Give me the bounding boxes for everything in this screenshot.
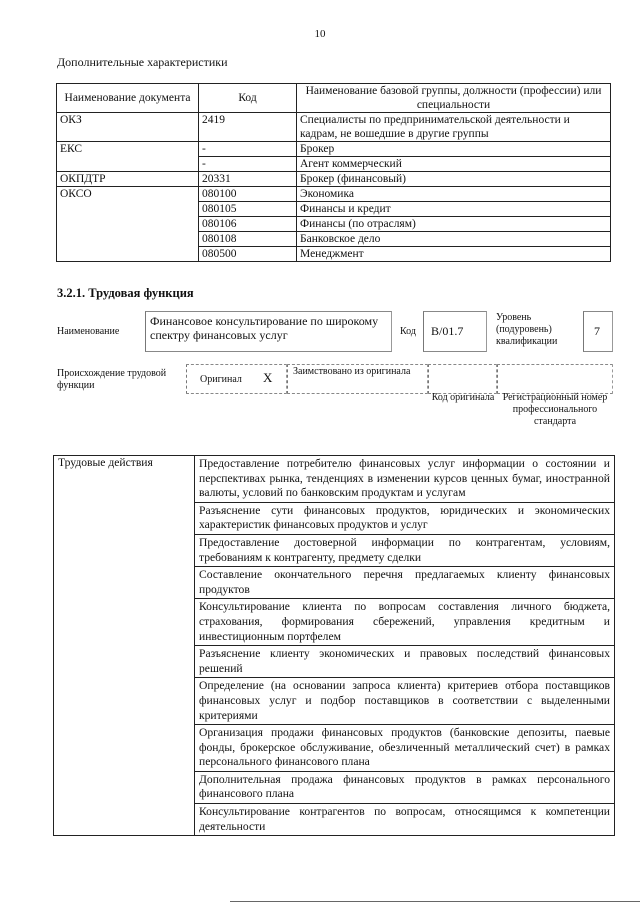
cell-code: 2419 [199, 113, 297, 142]
code-value: B/01.7 [431, 324, 464, 338]
reg-number-box [497, 364, 613, 394]
original-label: Оригинал [200, 374, 242, 385]
labour-function-heading: 3.2.1. Трудовая функция [57, 286, 194, 300]
table-header-row [57, 84, 611, 113]
action-item: Разъяснение сути финансовых продуктов, юридических и экономических характеристик финансовых продуктов и услуг [195, 502, 615, 534]
table-row [57, 172, 611, 187]
level-label: Уровень (подуровень) квалификации [496, 312, 558, 347]
name-label: Наименование [57, 326, 120, 337]
cell-name: Специалисты по предпринимательской деятельности и кадрам, не вошедшие в другие группы [297, 113, 611, 142]
header-code: Код [199, 84, 297, 113]
header-document: Наименование документа [57, 84, 199, 113]
reg-number-label: Регистрационный номер профессионального стандарта [502, 392, 608, 427]
actions-label: Трудовые действия [54, 456, 195, 836]
table-row [57, 142, 611, 157]
action-item: Консультирование контрагентов по вопросам, относящимся к компетенции деятельности [195, 804, 615, 836]
cell-doc: ОКПДТР [57, 172, 199, 187]
cell-code: 080500 [199, 247, 297, 262]
header-name: Наименование базовой группы, должности (профессии) или специальности [297, 84, 611, 113]
action-item: Организация продажи финансовых продуктов (банковские депозиты, паевые фонды, брокерское обслуживание, обезличенный металлический счет) в рамках персонального финансового плана [195, 725, 615, 772]
table-row [57, 113, 611, 142]
action-item: Предоставление достоверной информации по контрагентам, условиям, требованиям к контрагенту, предмету сделки [195, 534, 615, 566]
cell-name: Финансы (по отраслям) [297, 217, 611, 232]
table-row [57, 187, 611, 202]
level-value: 7 [594, 324, 600, 338]
action-item: Составление окончательного перечня предлагаемых клиенту финансовых продуктов [195, 567, 615, 599]
labour-actions-table [53, 455, 615, 836]
origin-label: Происхождение трудовой функции [57, 368, 167, 391]
cell-name: Агент коммерческий [297, 157, 611, 172]
code-label: Код [400, 326, 416, 337]
cell-code: - [199, 157, 297, 172]
action-item: Консультирование клиента по вопросам составления личного бюджета, страхования, формирования сбережений, управления кредитным и инвестиционным портфелем [195, 599, 615, 646]
action-item: Разъяснение клиенту экономических и правовых последствий финансовых решений [195, 646, 615, 678]
cell-name: Экономика [297, 187, 611, 202]
cell-code: 080108 [199, 232, 297, 247]
cell-code: 080100 [199, 187, 297, 202]
cell-doc: ОКЗ [57, 113, 199, 142]
cell-code: 20331 [199, 172, 297, 187]
borrowed-label: Заимствовано из оригинала [293, 366, 411, 377]
additional-characteristics-title: Дополнительные характеристики [57, 55, 228, 69]
page-number: 10 [314, 28, 326, 40]
table-row [54, 456, 615, 503]
orig-code-box [428, 364, 497, 394]
cell-code: 080106 [199, 217, 297, 232]
cell-name: Финансы и кредит [297, 202, 611, 217]
cell-doc: ЕКС [57, 142, 199, 172]
cell-code: 080105 [199, 202, 297, 217]
cell-name: Брокер [297, 142, 611, 157]
action-item: Определение (на основании запроса клиента) критериев отбора поставщиков финансовых услуг и подбор поставщиков в соответствии с выделенными критериями [195, 678, 615, 725]
additional-characteristics-table [56, 83, 611, 262]
cell-name: Банковское дело [297, 232, 611, 247]
cell-name: Менеджмент [297, 247, 611, 262]
function-name-value: Финансовое консультирование по широкому спектру финансовых услуг [150, 314, 379, 342]
orig-code-label: Код оригинала [431, 392, 495, 403]
action-item: Предоставление потребителю финансовых услуг информации о состоянии и перспективах рынка, тенденциях в изменении курсов ценных бумаг, иностранной валюты, условий по банковским продуктам и услугам [195, 456, 615, 503]
cell-name: Брокер (финансовый) [297, 172, 611, 187]
cell-doc: ОКСО [57, 187, 199, 262]
bottom-edge-line [230, 901, 640, 902]
action-item: Дополнительная продажа финансовых продуктов в рамках персонального финансового плана [195, 771, 615, 803]
cell-code: - [199, 142, 297, 157]
original-mark: X [263, 370, 273, 385]
